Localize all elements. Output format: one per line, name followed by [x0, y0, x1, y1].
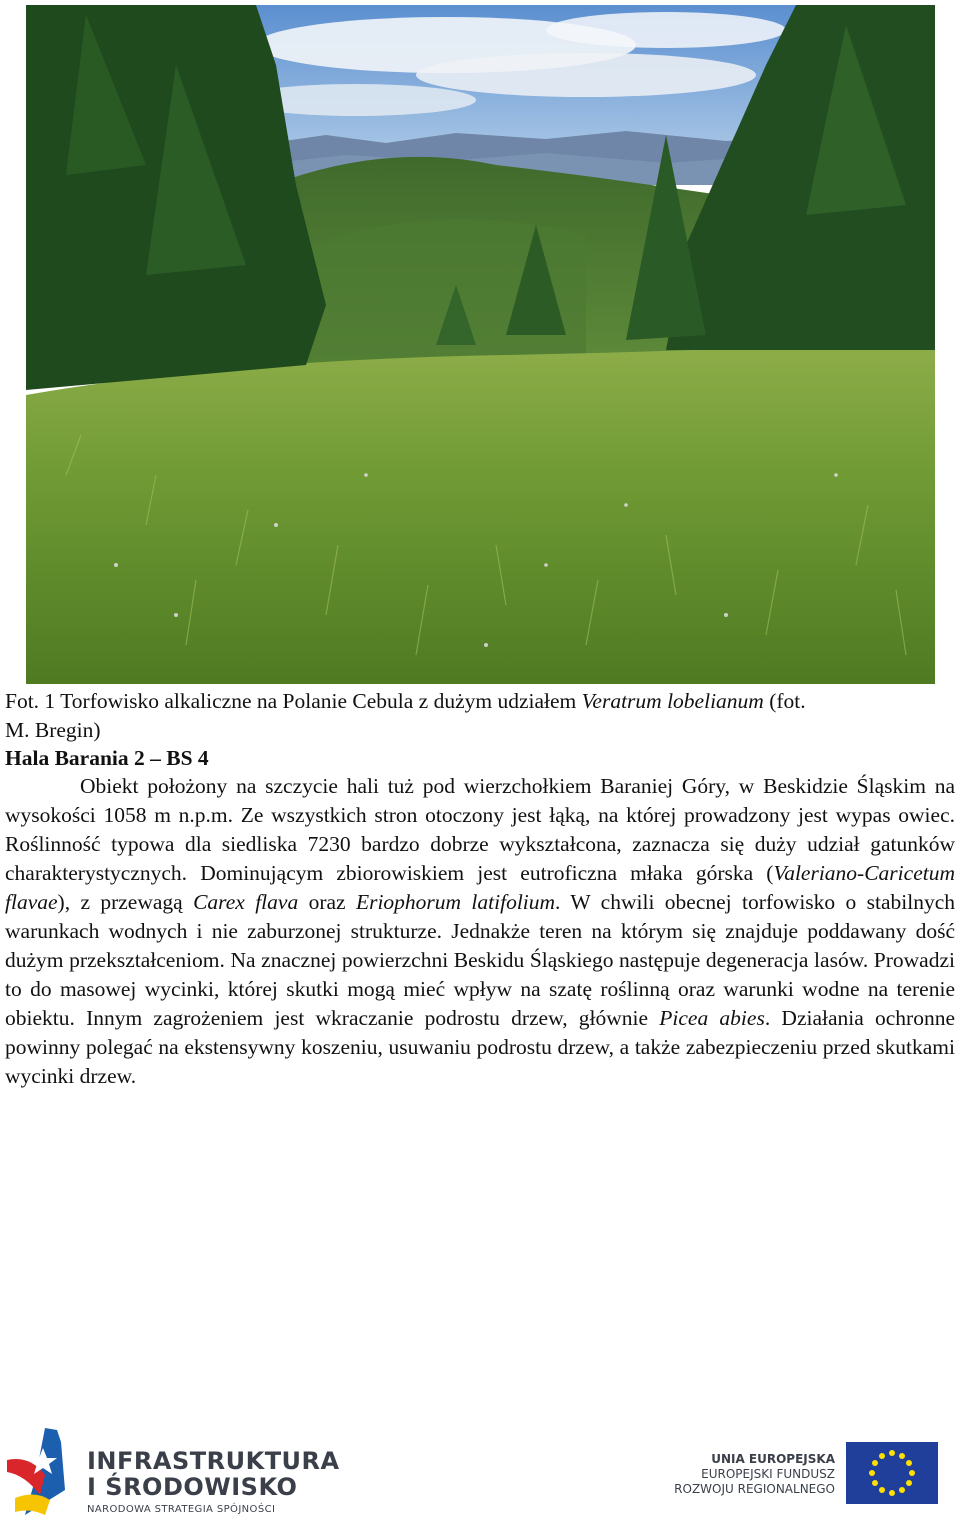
eu-flag-icon: [846, 1442, 938, 1504]
infrastruktura-logo: [5, 1420, 340, 1520]
eu-line1: UNIA EUROPEJSKA: [711, 1452, 835, 1466]
star-emblem-icon: [5, 1420, 75, 1520]
caption-line2: M. Bregin): [5, 718, 101, 742]
para-text-4: . W chwili obecnej torfowisko o stabilnych warunkach wodnych i nie zaburzonej strukturze. Jednakże teren na którym się znajduje poddawany dość dużym przekształceniom. Na znacznej powierzchni Beskidu Śląskiego następuje degeneracja lasów. Prowadzi to do masowej wycinki, której skutki mogą mieć wpływ na szatę roślinną oraz warunki wodne na terenie obiektu. Innym zagrożeniem jest wkraczanie podrostu drzew, głównie: [5, 890, 956, 1030]
logo-left-line2: I ŚRODOWISKO: [87, 1473, 298, 1501]
meadow-photo: [26, 5, 935, 684]
para-text-1: Obiekt położony na szczycie hali tuż pod wierzchołkiem Baraniej Góry, w Beskidzie Śląskim na wysokości 1058 m n.p.m. Ze wszystkich stron otoczony jest łąką, na której prowadzony jest wypas owiec. Roślinność typowa dla siedliska 7230 bardzo dobrze wykształcona, zaznacza się duży udział gatunków charakterystycznych. Dominującym zbiorowiskiem jest eutroficzna młaka górska (: [5, 774, 955, 885]
para-text-5: . Działania ochronne powinny polegać na ekstensywny koszeniu, usuwaniu podrostu drzew, a także zabezpieczeniu przed skutkami wycinki drzew.: [5, 1006, 955, 1088]
caption-species: Veratrum lobelianum: [581, 689, 764, 713]
section-heading: Hala Barania 2 – BS 4: [5, 746, 209, 770]
eu-line3: ROZWOJU REGIONALNEGO: [674, 1482, 835, 1496]
para-italic-2: Carex flava: [193, 890, 299, 914]
para-italic-4: Picea abies: [659, 1006, 765, 1030]
logo-left-line3: NARODOWA STRATEGIA SPÓJNOŚCI: [87, 1504, 276, 1515]
eu-line2: EUROPEJSKI FUNDUSZ: [701, 1467, 835, 1481]
caption-prefix: Fot. 1 Torfowisko alkaliczne na Polanie Cebula z dużym udziałem: [5, 689, 582, 713]
para-italic-3: Eriophorum latifolium: [355, 890, 556, 914]
eu-logo: [670, 1440, 940, 1508]
caption-suffix: (fot.: [763, 689, 806, 713]
para-text-2: ), z przewagą: [57, 890, 194, 914]
body-paragraph: [5, 772, 955, 1091]
para-text-3: oraz: [298, 890, 356, 914]
logo-left-line1: INFRASTRUKTURA: [87, 1447, 340, 1475]
para-italic-1: Valeriano-Caricetum flavae: [5, 861, 955, 914]
photo-caption: [5, 687, 955, 745]
